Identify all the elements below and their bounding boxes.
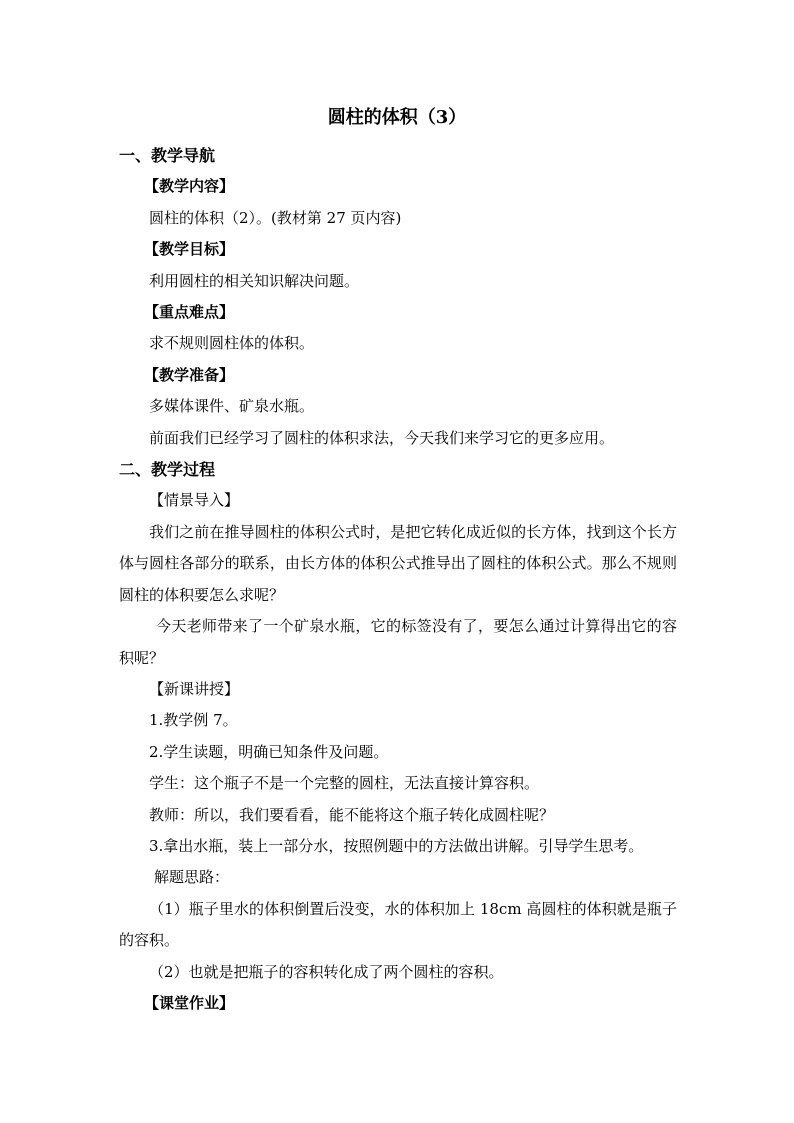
text-teacher: 教师：所以，我们要看看，能不能将这个瓶子转化成圆柱呢？	[149, 805, 555, 824]
label-key-difficulty: 【重点难点】	[144, 303, 235, 322]
page-title: 圆柱的体积（3）	[327, 107, 467, 128]
text-student: 学生：这个瓶子不是一个完整的圆柱，无法直接计算容积。	[149, 774, 540, 793]
text-approach-2: （2）也就是把瓶子的容积转化成了两个圆柱的容积。	[149, 962, 504, 981]
text-step-3: 3.拿出水瓶，装上一部分水，按照例题中的方法做出讲解。引导学生思考。	[149, 836, 644, 855]
section-heading-process: 二、教学过程	[119, 460, 216, 480]
text-teaching-content: 圆柱的体积（2）。(教材第 27 页内容)	[149, 208, 402, 227]
label-scene-intro: 【情景导入】	[149, 491, 240, 510]
text-teaching-goal: 利用圆柱的相关知识解决问题。	[149, 271, 360, 290]
label-teaching-content: 【教学内容】	[144, 177, 235, 196]
label-teaching-prep: 【教学准备】	[144, 365, 235, 384]
label-new-lesson: 【新课讲授】	[149, 679, 240, 698]
text-approach-1: （1）瓶子里水的体积倒置后没变，水的体积加上 18cm 高圆柱的体积就是瓶子的容积。	[119, 899, 677, 950]
text-approach: 解题思路：	[154, 868, 230, 887]
label-teaching-goal: 【教学目标】	[144, 240, 235, 259]
text-intro: 前面我们已经学习了圆柱的体积求法，今天我们来学习它的更多应用。	[149, 428, 615, 447]
text-step-1: 1.教学例 7。	[149, 711, 238, 730]
text-step-2: 2.学生读题，明确已知条件及问题。	[149, 742, 389, 761]
paragraph-scene-1: 我们之前在推导圆柱的体积公式时，是把它转化成近似的长方体，找到这个长方体与圆柱各部分的联系，由长方体的体积公式推导出了圆柱的体积公式。那么不规则圆柱的体积要怎么求呢？	[119, 522, 677, 604]
label-classwork: 【课堂作业】	[144, 993, 235, 1012]
text-teaching-prep: 多媒体课件、矿泉水瓶。	[149, 397, 315, 416]
document-body	[119, 140, 677, 1019]
section-heading-navigation: 一、教学导航	[119, 146, 216, 165]
text-key-difficulty: 求不规则圆柱体的体积。	[149, 334, 315, 353]
paragraph-scene-2: 今天老师带来了一个矿泉水瓶，它的标签没有了，要怎么通过计算得出它的容积呢？	[119, 617, 677, 667]
